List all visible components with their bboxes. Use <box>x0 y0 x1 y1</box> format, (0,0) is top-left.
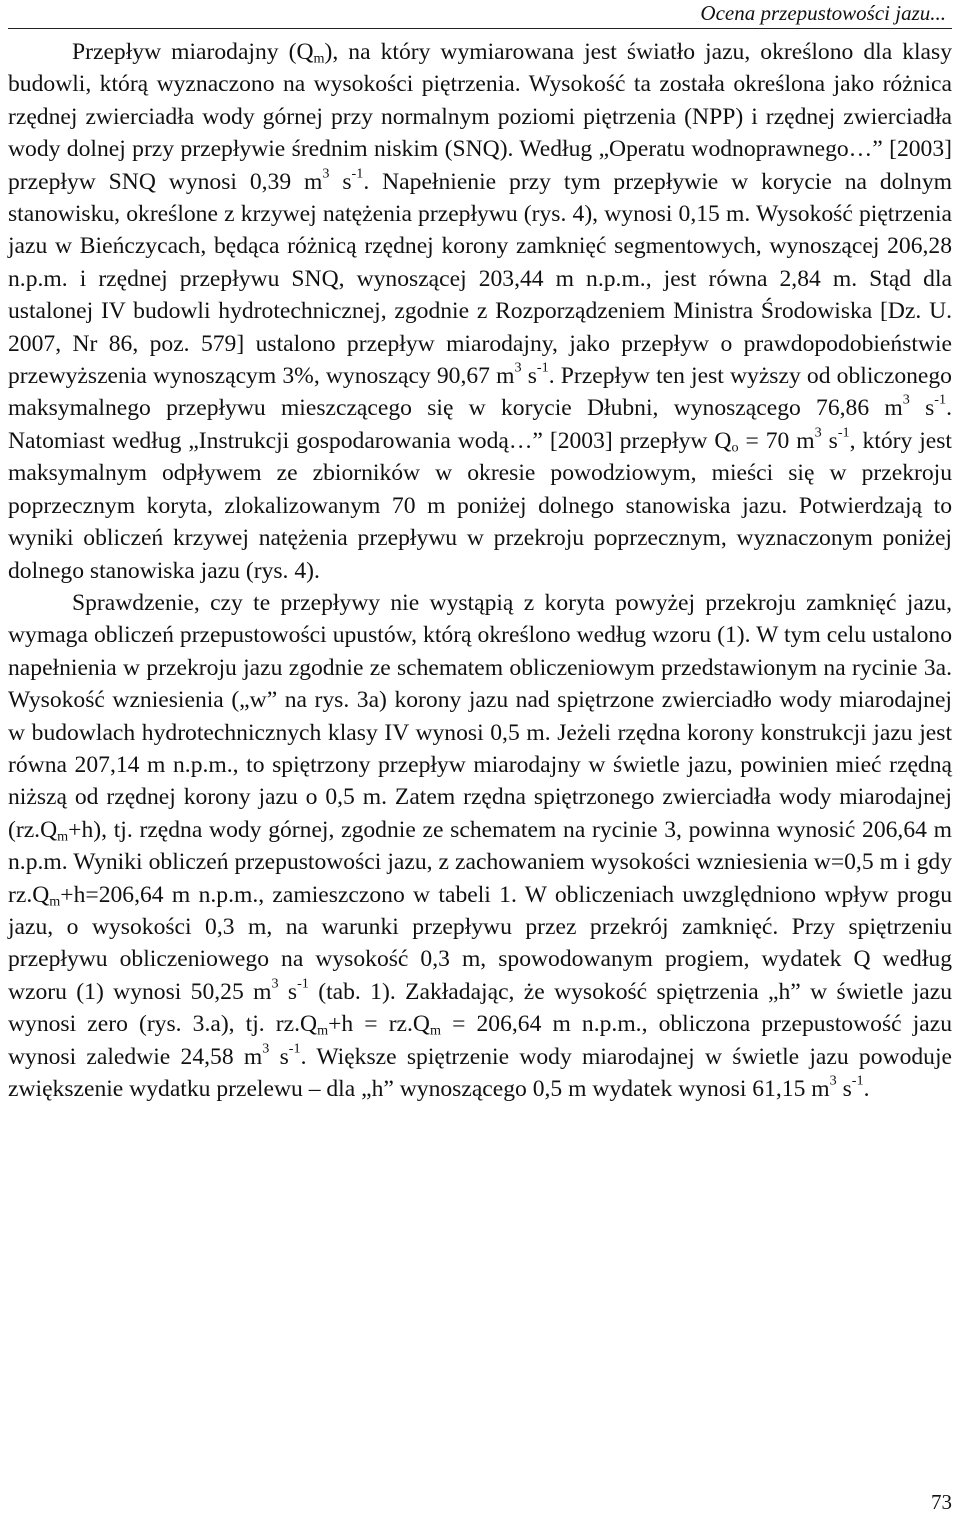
text-run: s <box>329 168 352 195</box>
subscript: m <box>313 50 325 67</box>
superscript: -1 <box>288 1040 301 1057</box>
superscript: -1 <box>351 165 364 182</box>
superscript: 3 <box>322 165 330 182</box>
text-run: (tab. 1). Zakładając, że wysokość spiętrzenia „h” w świetle jazu wynosi zero (rys. 3.a), tj. rz.Q <box>8 978 952 1038</box>
text-run: . Przepływ ten jest wyższy od obliczonego maksymalnego przepływu mieszczącego się w korycie Dłubni, wynoszącego 76,86 m <box>8 363 952 422</box>
subscript: m <box>429 1022 441 1039</box>
superscript: 3 <box>514 359 522 376</box>
text-run: s <box>521 363 537 390</box>
text-run: +h), tj. rzędna wody górnej, zgodnie ze schematem na rycinie 3, powinna wynosić 206,64 m n.p.m. Wyniki obliczeń przepustowości jazu, z zachowaniem wysokości wzniesienia w=0,5 m i gdy rz.Q <box>8 816 952 908</box>
text-run: = 206,64 m n.p.m., obliczona przepustowość jazu wynosi zaledwie 24,58 m <box>8 1011 952 1070</box>
page-number: 73 <box>931 1490 952 1514</box>
superscript: 3 <box>829 1072 837 1089</box>
superscript: 3 <box>271 975 279 992</box>
running-header <box>8 0 952 29</box>
text-run: s <box>836 1076 852 1102</box>
subscript: m <box>317 1022 329 1039</box>
subscript: o <box>731 439 739 456</box>
text-run: . Większe spiętrzenie wody miarodajnej w świetle jazu powoduje zwiększenie wydatku przelewu – dla „h” wynoszącego 0,5 m wydatek wynosi 61,15 m <box>8 1043 952 1102</box>
text-run: . <box>863 1076 870 1102</box>
body-text <box>8 36 952 1105</box>
superscript: 3 <box>262 1040 270 1057</box>
text-run: . Napełnienie przy tym przepływie w korycie na dolnym stanowisku, określone z krzywej natężenia przepływu (rys. 4), wynosi 0,15 m. Wysokość piętrzenia jazu w Bieńczycach, będąca różnicą rzędnej korony zamknięć segmentowych, wynoszącej 206,28 n.p.m. i rzędnej przepływu SNQ, wynoszącej 203,44 m n.p.m., jest równa 2,84 m. Stąd dla ustalonej IV budowli hydrotechnicznej, zgodnie z Rozporządzeniem Ministra Środowiska [Dz. U. 2007, Nr 86, poz. 579] ustalono przepływ miarodajny, jako przepływ o prawdopodobieństwie przewyższenia wynoszącym 3%, wynoszący 90,67 m <box>8 168 952 390</box>
paragraph-1 <box>8 36 952 587</box>
superscript: 3 <box>814 424 822 441</box>
text-run: s <box>909 395 935 422</box>
text-run: ), na który wymiarowana jest światło jazu, określono dla klasy budowli, którą wyznaczono na wysokości piętrzenia. Wysokość ta została określona jako różnica rzędnej zwierciadła wody górnej przy normalnym poziomi piętrzenia (NPP) i rzędnej zwierciadła wody dolnej przy przepływie średnim niskim (SNQ). Według „Operatu wodnoprawnego…” [2003] przepływ SNQ wynosi 0,39 m <box>8 39 952 195</box>
subscript: m <box>57 828 69 845</box>
text-run: s <box>269 1043 289 1070</box>
text-run: = 70 m <box>738 427 815 454</box>
superscript: -1 <box>536 359 549 376</box>
running-title: Ocena przepustowości jazu... <box>700 1 946 25</box>
text-run: Sprawdzenie, czy te przepływy nie wystąpią z koryta powyżej przekroju zamknięć jazu, wymaga obliczeń przepustowości upustów, którą określono według wzoru (1). W tym celu ustalono napełnienia w przekroju jazu zgodnie ze schematem obliczeniowym przedstawionym na rycinie 3a. Wysokość wzniesienia („w” na rys. 3a) korony jazu nad spiętrzone zwierciadło wody miarodajnej w budowlach hydrotechnicznych klasy IV wynosi 0,5 m. Jeżeli rzędna korony konstrukcji jazu jest równa 207,14 m n.p.m., to spiętrzony przepływ miarodajny w świetle jazu, powinien mieć rzędną niższą od rzędnej korony jazu o 0,5 m. Zatem rzędna spiętrzonego zwierciadła wody miarodajnej (rz.Q <box>8 589 952 843</box>
paragraph-2 <box>8 587 952 1106</box>
superscript: -1 <box>851 1072 864 1089</box>
subscript: m <box>49 893 61 910</box>
superscript: 3 <box>902 392 910 409</box>
text-run: s <box>278 978 298 1005</box>
superscript: -1 <box>934 392 947 409</box>
superscript: -1 <box>297 975 309 992</box>
text-run: Przepływ miarodajny (Q <box>72 39 314 65</box>
text-run: s <box>821 427 838 454</box>
text-run: , który jest maksymalnym odpływem ze zbiorników w okresie powodziowym, mieści się w przekroju poprzecznym koryta, zlokalizowanym 70 m poniżej dolnego stanowiska jazu. Potwierdzają to wyniki obliczeń krzywej natężenia przepływu w przekroju poprzecznym, wyznaczonym poniżej dolnego stanowiska jazu (rys. 4). <box>8 427 952 584</box>
superscript: -1 <box>837 424 850 441</box>
text-run: . Natomiast według „Instrukcji gospodarowania wodą…” [2003] przepływ Q <box>8 395 952 454</box>
text-run: +h = rz.Q <box>328 1011 430 1038</box>
text-run: +h=206,64 m n.p.m., zamieszczono w tabeli 1. W obliczeniach uwzględniono wpływ progu jazu, o wysokości 0,3 m, na warunki przepływu przez przekrój zamknięć. Przy spiętrzeniu przepływu obliczeniowego na wysokość 0,3 m, spowodowanym progiem, wydatek Q według wzoru (1) wynosi 50,25 m <box>8 881 952 1005</box>
